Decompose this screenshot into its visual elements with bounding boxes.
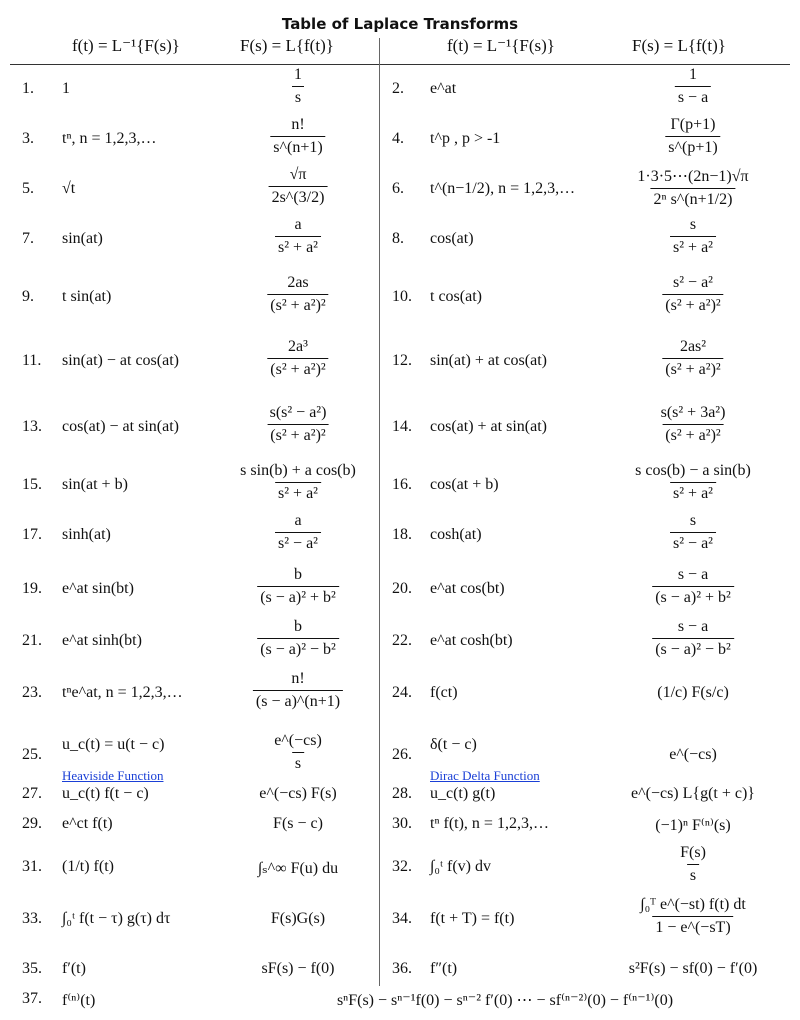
row-ft: u_c(t) = u(t − c) [62, 736, 165, 753]
fraction [658, 404, 729, 445]
fraction [257, 618, 339, 659]
row-ft: f(t + T) = f(t) [430, 910, 515, 927]
row-ft: tⁿe^at, n = 1,2,3,… [62, 684, 183, 701]
fraction-denominator: (s − a)² − b² [257, 638, 339, 659]
fraction [291, 66, 305, 107]
header-divider [10, 64, 790, 65]
row-Fs-fraction [257, 618, 339, 659]
fraction [670, 512, 716, 553]
row-ft: t cos(at) [430, 288, 482, 305]
fraction-numerator: s sin(b) + a cos(b) [240, 462, 356, 479]
row-Fs: s²F(s) − sf(0) − f′(0) [628, 960, 758, 977]
fraction-denominator: s² + a² [670, 236, 716, 257]
fraction-denominator: s [687, 864, 699, 885]
fraction [271, 732, 325, 773]
row-number: 12. [392, 352, 412, 369]
fraction-denominator: 2s^(3/2) [269, 186, 328, 207]
row-Fs-fraction [670, 216, 716, 257]
fraction [652, 566, 734, 607]
row-Fs: (−1)ⁿ F⁽ⁿ⁾(s) [655, 817, 731, 834]
row-number: 32. [392, 858, 412, 875]
row-ft: sin(at + b) [62, 476, 128, 493]
fraction-denominator: s² + a² [275, 236, 321, 257]
row-ft: f″(t) [430, 960, 458, 977]
fraction-numerator: s(s² − a²) [269, 404, 327, 421]
fraction [665, 116, 720, 157]
fraction [662, 274, 723, 315]
link-heaviside-function[interactable]: Heaviside Function [62, 768, 164, 783]
fraction-numerator: s² − a² [673, 274, 713, 291]
row-Fs-fraction [291, 66, 305, 107]
fraction-numerator: e^(−cs) [274, 732, 322, 749]
row-ft: u_c(t) g(t) [430, 785, 496, 802]
row-Fs-fraction [269, 166, 328, 207]
fraction-numerator: 2a³ [288, 338, 308, 355]
row-number: 17. [22, 526, 42, 543]
row-number: 33. [22, 910, 42, 927]
fraction-numerator: s [689, 216, 697, 233]
row-Fs-fraction [670, 512, 716, 553]
fraction-numerator: F(s) [680, 844, 706, 861]
row-number: 20. [392, 580, 412, 597]
row-ft: sin(at) − at cos(at) [62, 352, 179, 369]
row-Fs: e^(−cs) F(s) [259, 785, 337, 802]
fraction-denominator: s² − a² [275, 532, 321, 553]
fraction-denominator: (s − a)² + b² [257, 586, 339, 607]
row-Fs-fraction [275, 216, 321, 257]
row-ft: 1 [62, 80, 70, 97]
fraction-denominator: s^(n+1) [270, 136, 325, 157]
row-number: 37. [22, 990, 42, 1007]
fraction [269, 166, 328, 207]
fraction [267, 274, 328, 315]
row-number: 26. [392, 746, 412, 763]
fraction-numerator: b [294, 566, 302, 583]
fraction-numerator: b [294, 618, 302, 635]
row-ft: tⁿ, n = 1,2,3,… [62, 130, 157, 147]
row-Fs-fraction [662, 338, 723, 379]
row-ft: sin(at) + at cos(at) [430, 352, 547, 369]
fraction [662, 338, 723, 379]
row-ft: cos(at) [430, 230, 474, 247]
row-Fs-fraction [267, 404, 330, 445]
row-Fs-fraction [257, 566, 339, 607]
fraction-numerator: a [294, 512, 302, 529]
fraction-numerator: 2as [287, 274, 309, 291]
fraction-denominator: (s² + a²)² [662, 294, 723, 315]
row-number: 23. [22, 684, 42, 701]
fraction-numerator: s(s² + 3a²) [660, 404, 726, 421]
row-number: 22. [392, 632, 412, 649]
fraction [632, 462, 754, 503]
row-ft: f(ct) [430, 684, 458, 701]
fraction-denominator: s − a [675, 86, 711, 107]
fraction-numerator: s cos(b) − a sin(b) [635, 462, 751, 479]
fraction [275, 216, 321, 257]
row-Fs-fraction [665, 116, 720, 157]
row-Fs-fraction [652, 618, 734, 659]
row-ft: f⁽ⁿ⁾(t) [62, 992, 96, 1009]
fraction-denominator: 1 − e^(−sT) [652, 916, 733, 937]
fraction-numerator: 1 [294, 66, 302, 83]
row-number: 13. [22, 418, 42, 435]
row-Fs-fraction [658, 404, 729, 445]
row-ft: cos(at + b) [430, 476, 499, 493]
row-number: 15. [22, 476, 42, 493]
row-ft: tⁿ f(t), n = 1,2,3,… [430, 815, 549, 832]
row-ft: e^at cosh(bt) [430, 632, 513, 649]
row-number: 35. [22, 960, 42, 977]
row-number: 30. [392, 815, 412, 832]
row-number: 7. [22, 230, 34, 247]
fraction [237, 462, 359, 503]
row-ft: t sin(at) [62, 288, 112, 305]
fraction-numerator: s [689, 512, 697, 529]
column-divider [379, 38, 380, 986]
row-Fs-fraction [632, 462, 754, 503]
row-ft: (1/t) f(t) [62, 858, 114, 875]
row-ft: δ(t − c) [430, 736, 477, 753]
fraction [275, 512, 321, 553]
row-number: 28. [392, 785, 412, 802]
fraction-numerator: 2as² [679, 338, 707, 355]
row-number: 16. [392, 476, 412, 493]
row-Fs-fraction [675, 66, 711, 107]
row-ft: e^at sin(bt) [62, 580, 134, 597]
fraction-numerator: n! [291, 670, 305, 687]
fraction-numerator: s − a [677, 566, 709, 583]
fraction-denominator: (s² + a²)² [662, 358, 723, 379]
fraction-denominator: s² + a² [275, 482, 321, 503]
fraction-denominator: (s² + a²)² [267, 294, 328, 315]
fraction-numerator: 1·3·5⋯(2n−1)√π [637, 168, 749, 185]
fraction-denominator: (s² + a²)² [662, 424, 723, 445]
fraction-numerator: 1 [688, 66, 697, 83]
row-Fs-fraction [634, 166, 751, 209]
fraction-numerator: n! [291, 116, 305, 133]
fraction [267, 338, 328, 379]
row-ft: sinh(at) [62, 526, 111, 543]
fraction [270, 116, 325, 157]
row-ft: √t [62, 180, 76, 197]
fraction-denominator: s^(p+1) [665, 136, 720, 157]
row-Fs: (1/c) F(s/c) [657, 684, 729, 701]
row-ft: sin(at) [62, 230, 103, 247]
row-number: 34. [392, 910, 412, 927]
fraction [253, 670, 343, 711]
page-title: Table of Laplace Transforms [281, 15, 519, 33]
row-ft: e^ct f(t) [62, 815, 113, 832]
fraction [634, 166, 751, 209]
row-ft: e^at cos(bt) [430, 580, 505, 597]
fraction-numerator: a [294, 216, 302, 233]
row-ft: e^at [430, 80, 457, 97]
row-ft: cos(at) + at sin(at) [430, 418, 547, 435]
link-dirac-delta-function[interactable]: Dirac Delta Function [430, 768, 540, 783]
row-number: 6. [392, 180, 404, 197]
row-number: 11. [22, 352, 42, 369]
row-Fs-fraction [267, 274, 328, 315]
row-ft: t^(n−1/2), n = 1,2,3,… [430, 180, 576, 197]
fraction-denominator: s² − a² [670, 532, 716, 553]
row-Fs-fraction [652, 566, 734, 607]
fraction [675, 66, 711, 107]
fraction-denominator: s² + a² [670, 482, 716, 503]
row-number: 18. [392, 526, 412, 543]
fraction-denominator: s [292, 752, 304, 773]
row-ft: t^p , p > -1 [430, 130, 501, 147]
fraction-numerator: Γ(p+1) [670, 116, 716, 133]
row-ft: f′(t) [62, 960, 86, 977]
fraction-denominator: 2ⁿ s^(n+1/2) [651, 188, 736, 209]
header-left-ft: f(t) = L⁻¹{F(s)} [72, 36, 180, 55]
row-Fs-fraction [267, 338, 328, 379]
row-number: 31. [22, 858, 42, 875]
row-number: 21. [22, 632, 42, 649]
fraction-numerator: s − a [677, 618, 709, 635]
header-left-Fs: F(s) = L{f(t)} [240, 36, 334, 55]
header-right-ft: f(t) = L⁻¹{F(s)} [447, 36, 555, 55]
row-Fs-fraction [677, 844, 709, 885]
row-ft: cosh(at) [430, 526, 482, 543]
fraction [267, 404, 330, 445]
row-ft: ∫₀ᵗ f(v) dv [430, 858, 492, 875]
fraction-denominator: s [292, 86, 304, 107]
row-Fs: F(s)G(s) [270, 910, 326, 927]
row-number: 2. [392, 80, 404, 97]
fraction [677, 844, 709, 885]
row-Fs-fraction [237, 462, 359, 503]
fraction [637, 896, 749, 937]
fraction-denominator: (s − a)² − b² [652, 638, 734, 659]
fraction [652, 618, 734, 659]
row-ft: ∫₀ᵗ f(t − τ) g(τ) dτ [62, 910, 171, 927]
row-ft: e^at sinh(bt) [62, 632, 142, 649]
row-Fs-fraction [662, 274, 723, 315]
row-Fs-fraction [271, 732, 325, 773]
row-number: 5. [22, 180, 34, 197]
fraction [257, 566, 339, 607]
fraction-numerator: √π [289, 166, 307, 183]
row-Fs: sⁿF(s) − sⁿ⁻¹f(0) − sⁿ⁻² f′(0) ⋯ − sf⁽ⁿ⁻²⁾(0) − f⁽ⁿ⁻¹⁾(0) [336, 992, 674, 1009]
fraction-denominator: (s − a)^(n+1) [253, 690, 343, 711]
row-number: 8. [392, 230, 404, 247]
row-number: 24. [392, 684, 412, 701]
row-number: 14. [392, 418, 412, 435]
header-right-Fs: F(s) = L{f(t)} [632, 36, 726, 55]
row-number: 36. [392, 960, 412, 977]
fraction-denominator: (s − a)² + b² [652, 586, 734, 607]
row-ft: u_c(t) f(t − c) [62, 785, 149, 802]
fraction-numerator: ∫₀ᵀ e^(−st) f(t) dt [640, 896, 746, 913]
fraction-denominator: (s² + a²)² [267, 424, 328, 445]
row-Fs: e^(−cs) [669, 746, 717, 763]
row-Fs-fraction [270, 116, 325, 157]
row-Fs-fraction [637, 896, 749, 937]
fraction-denominator: (s² + a²)² [267, 358, 328, 379]
row-number: 9. [22, 288, 34, 305]
row-Fs: F(s − c) [273, 815, 323, 832]
fraction [670, 216, 716, 257]
row-number: 19. [22, 580, 42, 597]
row-ft: cos(at) − at sin(at) [62, 418, 179, 435]
row-number: 27. [22, 785, 42, 802]
row-number: 4. [392, 130, 404, 147]
row-Fs: sF(s) − f(0) [261, 960, 335, 977]
row-number: 3. [22, 130, 34, 147]
row-number: 29. [22, 815, 42, 832]
row-Fs: ∫ₛ^∞ F(u) du [257, 860, 339, 877]
row-Fs-fraction [275, 512, 321, 553]
row-number: 1. [22, 80, 34, 97]
row-number: 25. [22, 746, 42, 763]
row-Fs-fraction [253, 670, 343, 711]
row-Fs: e^(−cs) L{g(t + c)} [631, 785, 755, 802]
row-number: 10. [392, 288, 412, 305]
